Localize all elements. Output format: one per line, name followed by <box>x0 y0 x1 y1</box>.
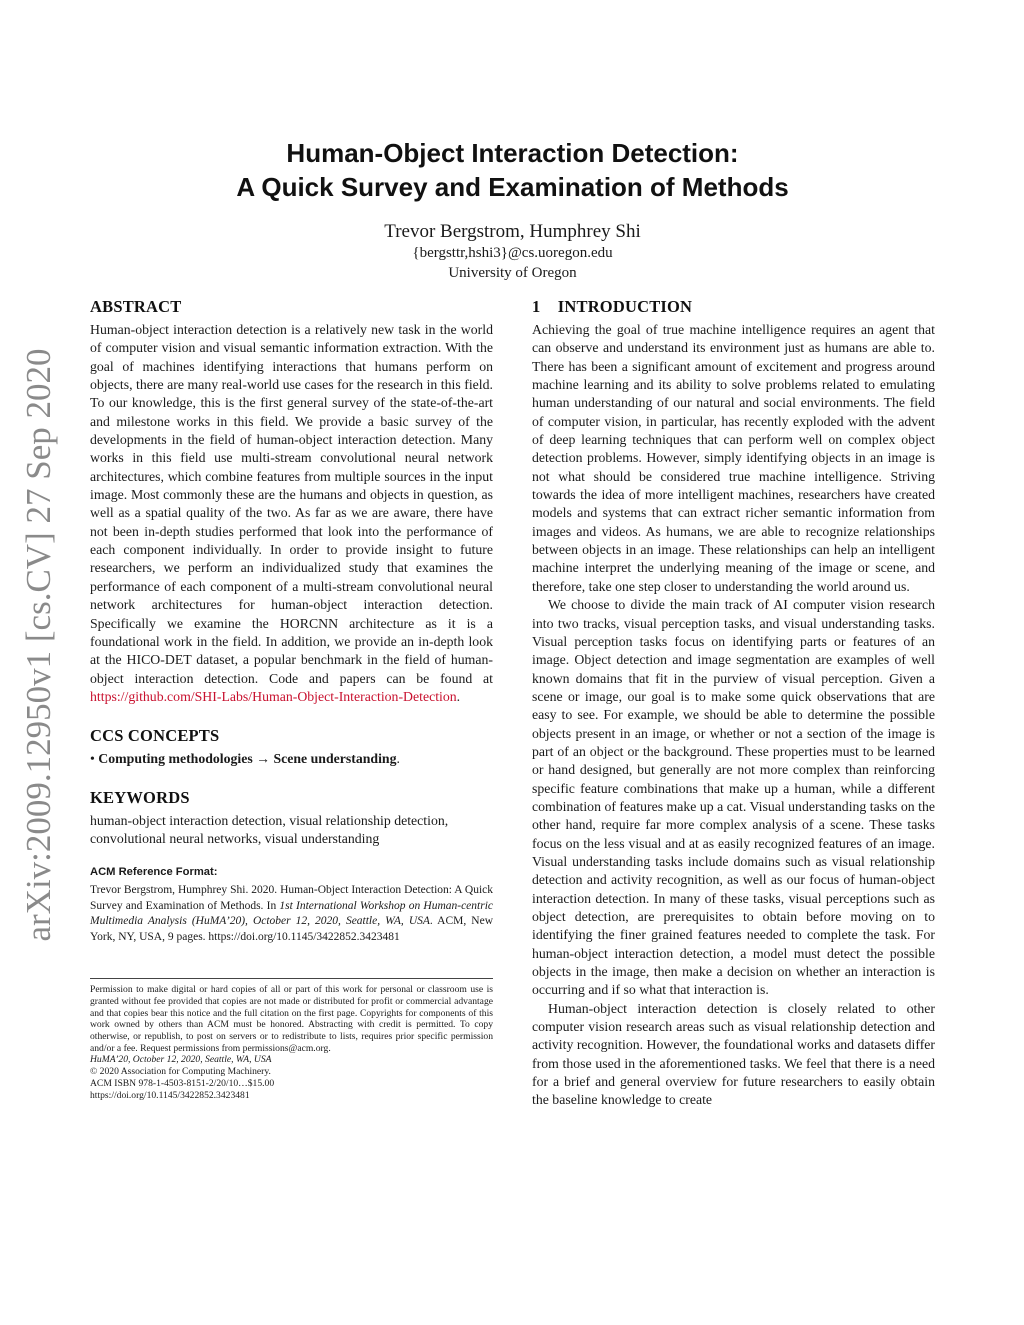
abstract-end: . <box>456 688 461 704</box>
abstract-body: Human-object interaction detection is a relatively new task in the world of computer vision and visual semantic information extraction. With the goal of machines identifying interactions that humans perform on objects, there are many real-world use cases for the research in this field. To our knowledge, this is the first general survey of the state-of-the-art and milestone works in this field. We provide a basic survey of the developments in the field of human-object interaction detection. Many works in this field use multi-stream convolutional neural network architectures, which combine features from multiple sources in the input image. Most commonly these are the humans and objects in question, as well as a spatial quality of the two. As far as we are aware, there have not been in-depth studies performed that look into the performance of each component individually. In order to provide insight to future researchers, we perform an individualized study that examines the performance of each component of a multi-stream convolutional neural network architectures for human-object interaction detection. Specifically we examine the HORCNN architecture as it is a foundational work in the field. In addition, we provide an in-depth look at the HICO-DET dataset, a popular benchmark in the field of human-object interaction detection. Code and papers can be found at <box>90 322 493 686</box>
arxiv-identifier: arXiv:2009.12950v1 [cs.CV] 27 Sep 2020 <box>19 348 58 942</box>
footer-venue-text: HuMA’20, October 12, 2020, Seattle, WA, USA <box>90 1054 272 1066</box>
authors: Trevor Bergstrom, Humphrey Shi <box>384 221 641 242</box>
abstract-text <box>90 321 493 706</box>
code-link[interactable]: https://github.com/SHI-Labs/Human-Object-Interaction-Detection <box>90 688 457 704</box>
acm-reference-text <box>90 883 493 945</box>
ccs-end: . <box>396 751 400 767</box>
right-column <box>532 297 935 1110</box>
author-email: {bergsttr,hshi3}@cs.uoregon.edu <box>412 245 613 261</box>
ccs-item <box>90 750 493 768</box>
acm-ref-authors: Trevor Bergstrom, Humphrey Shi. 2020. Human-Object Interaction Detection: A Quick Survey and Examination of Methods. In <box>90 884 493 912</box>
ccs-concept: Computing methodologies → Scene understanding <box>98 751 397 767</box>
intro-paragraph-1: Achieving the goal of true machine intelligence requires an agent that can observe and understand its environment just as humans are able to. There has been a significant amount of excitement and progress around machine learning and its ability to solve problems related to emulating human understanding of our natural and social environments. The field of computer vision, in particular, has recently exploded with the advent of deep learning techniques that can perform well on complex object detection problems. However, simply identifying objects in an image is not what should be considered true machine intelligence. Striving towards the idea of more intelligent machines, researchers have created models and systems that can extract richer semantic information from images and videos. As humans, we are able to recognize relationships between objects in an image. These relationships can help an intelligent machine interpret the underlying meaning of the image or scene, and therefore, take one step closer to understanding the world around us. <box>532 322 935 594</box>
acm-reference-heading: ACM Reference Format: <box>90 866 218 879</box>
title-line-2: A Quick Survey and Examination of Methods <box>236 172 789 202</box>
permission-notice: Permission to make digital or hard copies of all or part of this work for personal or classroom use is granted without fee provided that copies are not made or distributed for profit or commercial advantage and that copies bear this notice and the full citation on the first page. Copyrights for components of this work owned by others than ACM must be honored. Abstracting with credit is permitted. To copy otherwise, or republish, to post on servers or to redistribute to lists, requires prior specific permission and/or a fee. Request permissions from permissions@acm.org. <box>90 984 493 1054</box>
footnote-rule <box>90 978 493 979</box>
arxiv-stamp <box>14 350 64 940</box>
intro-paragraph-2: We choose to divide the main track of AI computer vision research into two tracks, visual perception tasks, and visual understanding tasks. Visual perception tasks focus on identifying parts or features of an image. Object detection and image segmentation are examples of well known domains that fit in the purview of visual perception. Given a scene or image, our goal is to make some quick observations that are easy to see. For example, we should be able to determine the possible objects present in an image, or whether or not a section of the image is part of an object or the background. These properties must to be learned or hand designed, but generally are not more complex than reinforcing specific feature combinations that make up a human, while a different combination of features make up a cat. Visual understanding tasks on the other hand, require far more complex analysis of a scene. These tasks focus on the less visual and at as easily recognized features of an image. Visual understanding tasks include domains such as visual relationship detection and activity recognition, as well as our focus of human-object interaction detection. In many of these tasks, visual perceptions such as object detection, are prerequisites to obtain before moving on to identifying the finer grained features needed to complete the task. For human-object interaction detection, a model must detect the possible objects in the image, then make a decision on whether an interaction is occurring and if so what that interaction is. <box>532 597 935 998</box>
left-column <box>90 297 493 1101</box>
footer-isbn: ACM ISBN 978-1-4503-8151-2/20/10…$15.00 <box>90 1077 275 1089</box>
footer-venue <box>90 1054 493 1066</box>
abstract-heading: ABSTRACT <box>90 297 182 316</box>
introduction-heading: 1 INTRODUCTION <box>532 297 693 316</box>
keywords-heading: KEYWORDS <box>90 787 190 807</box>
footer-doi: https://doi.org/10.1145/3422852.3423481 <box>90 1089 250 1101</box>
footer-copyright: © 2020 Association for Computing Machinery. <box>90 1066 271 1078</box>
intro-paragraph-3: Human-object interaction detection is closely related to other computer vision research areas such as visual relationship detection and activity recognition. However, the foundational works and datasets differ from those used in the aforementioned tasks. We feel that there is a need for a brief and general overview for future researchers to easily obtain the baseline knowledge to create <box>532 1000 936 1108</box>
keywords-text: human-object interaction detection, visual relationship detection, convolutional neural networks, visual understanding <box>90 812 449 846</box>
affiliation: University of Oregon <box>448 265 577 281</box>
acm-ref-venue: 1st International Workshop on Human-centric Multimedia Analysis (HuMA’20), October 12, 2020, Seattle, WA, USA <box>90 899 494 928</box>
ccs-heading: CCS CONCEPTS <box>90 726 220 746</box>
title-line-1: Human-Object Interaction Detection: <box>286 138 739 168</box>
acm-ref-publisher: . ACM, New York, NY, USA, 9 pages. https://doi.org/10.1145/3422852.3423481 <box>90 915 493 943</box>
paper-title <box>90 136 935 204</box>
ccs-bullet: • <box>90 751 95 767</box>
